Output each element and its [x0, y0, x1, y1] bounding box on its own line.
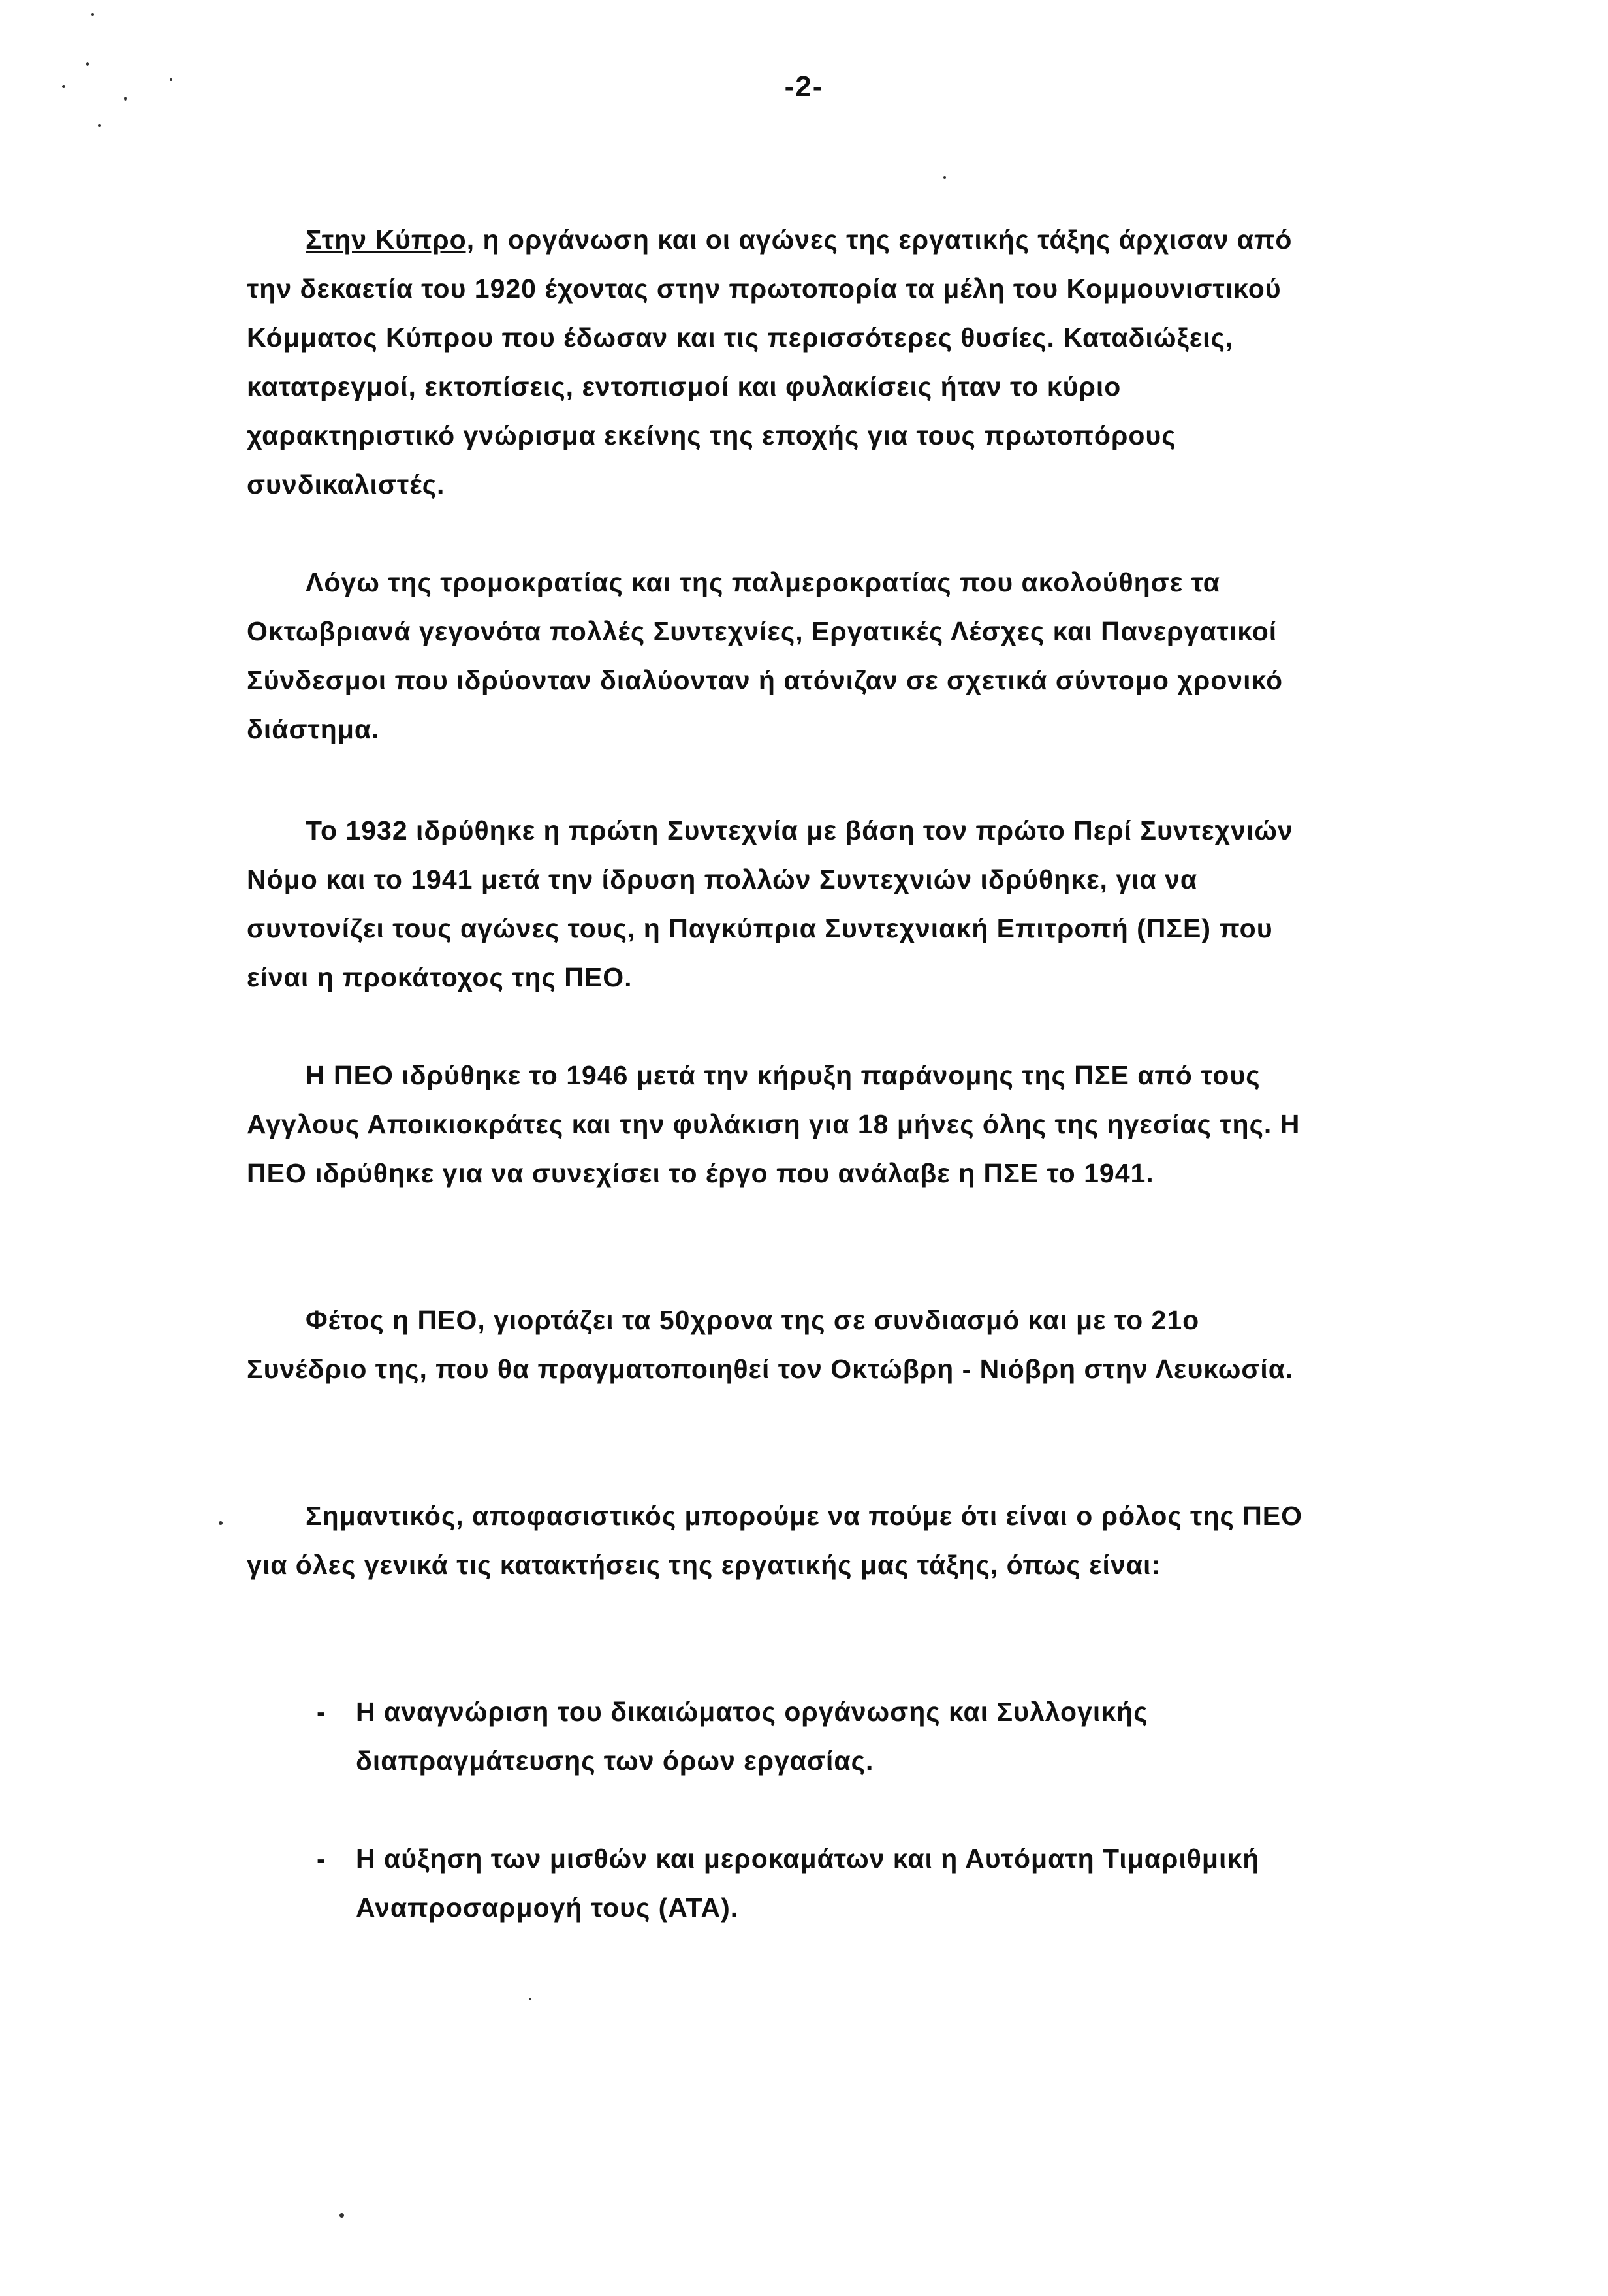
scan-speck	[529, 1998, 531, 2000]
paragraph-text: η οργάνωση και οι αγώνες της εργατικής τάξης άρχισαν από την δεκαετία του 1920 έχοντας στην πρωτοπορία τα μέλη του Κομμουνιστικού Κόμματος Κύπρου που έδωσαν και τις περισσότερες θυσίες. Καταδιώξεις, κατατρεγμοί, εκτοπίσεις, εντοπισμοί και φυλακίσεις ήταν το κύριο χαρακτηριστικό γνώρισμα εκείνης της εποχής για τους πρωτοπόρους συνδικαλιστές.	[247, 225, 1293, 499]
scan-speck	[170, 78, 172, 81]
paragraph-5	[247, 1296, 1317, 1394]
bullet-text: Η αναγνώριση του δικαιώματος οργάνωσης και Συλλογικής διαπραγμάτευσης των όρων εργασίας.	[356, 1697, 1148, 1776]
scan-speck	[98, 124, 101, 127]
paragraph-1	[247, 215, 1317, 509]
page-number: -2-	[784, 71, 824, 102]
bullet-dash: -	[317, 1697, 326, 1727]
paragraph-text: Φέτος η ΠΕΟ, γιορτάζει τα 50χρονα της σε συνδιασμό και με το 21ο Συνέδριο της, που θα πραγματοποιηθεί τον Οκτώβρη - Νιόβρη στην Λευκωσία.	[247, 1305, 1294, 1384]
paragraph-6	[247, 1492, 1317, 1590]
paragraph-text: Το 1932 ιδρύθηκε η πρώτη Συντεχνία με βάση τον πρώτο Περί Συντεχνιών Νόμο και το 1941 μετά την ίδρυση πολλών Συντεχνιών ιδρύθηκε, για να συντονίζει τους αγώνες τους, η Παγκύπρια Συντεχνιακή Επιτροπή (ΠΣΕ) που είναι η προκάτοχος της ΠΕΟ.	[247, 815, 1293, 992]
scan-speck	[124, 97, 127, 101]
scan-speck	[62, 85, 65, 88]
paragraph-text: Η ΠΕΟ ιδρύθηκε το 1946 μετά την κήρυξη παράνομης της ΠΣΕ από τους Αγγλους Αποικιοκράτες και την φυλάκιση για 18 μήνες όλης της ηγεσίας της. Η ΠΕΟ ιδρύθηκε για να συνεχίσει το έργο που ανάλαβε η ΠΣΕ το 1941.	[247, 1060, 1301, 1188]
bullet-text: Η αύξηση των μισθών και μεροκαμάτων και η Αυτόματη Τιμαριθμική Αναπροσαρμογή τους (ΑΤΑ).	[356, 1844, 1260, 1923]
paragraph-text: Σημαντικός, αποφασιστικός μπορούμε να πούμε ότι είναι ο ρόλος της ΠΕΟ για όλες γενικά τις κατακτήσεις της εργατικής μας τάξης, όπως είναι:	[247, 1501, 1303, 1580]
paragraph-2	[247, 558, 1317, 754]
paragraph-text: Λόγω της τρομοκρατίας και της παλμεροκρατίας που ακολούθησε τα Οκτωβριανά γεγονότα πολλές Συντεχνίες, Εργατικές Λέσχες και Πανεργατικοί Σύνδεσμοι που ιδρύονταν διαλύονταν ή ατόνιζαν σε σχετικά σύντομο χρονικό διάστημα.	[247, 567, 1284, 744]
bullet-item-1	[317, 1688, 1335, 1785]
paragraph-4	[247, 1051, 1317, 1198]
scan-speck	[943, 176, 946, 179]
bullet-dash: -	[317, 1844, 326, 1874]
scan-speck	[219, 1521, 223, 1525]
bullet-item-2	[317, 1834, 1335, 1932]
scan-speck	[86, 62, 89, 66]
scan-speck	[339, 2213, 344, 2218]
paragraph-3	[247, 806, 1317, 1002]
scan-speck	[91, 13, 94, 16]
paragraph-lead: Στην Κύπρο,	[306, 225, 475, 255]
